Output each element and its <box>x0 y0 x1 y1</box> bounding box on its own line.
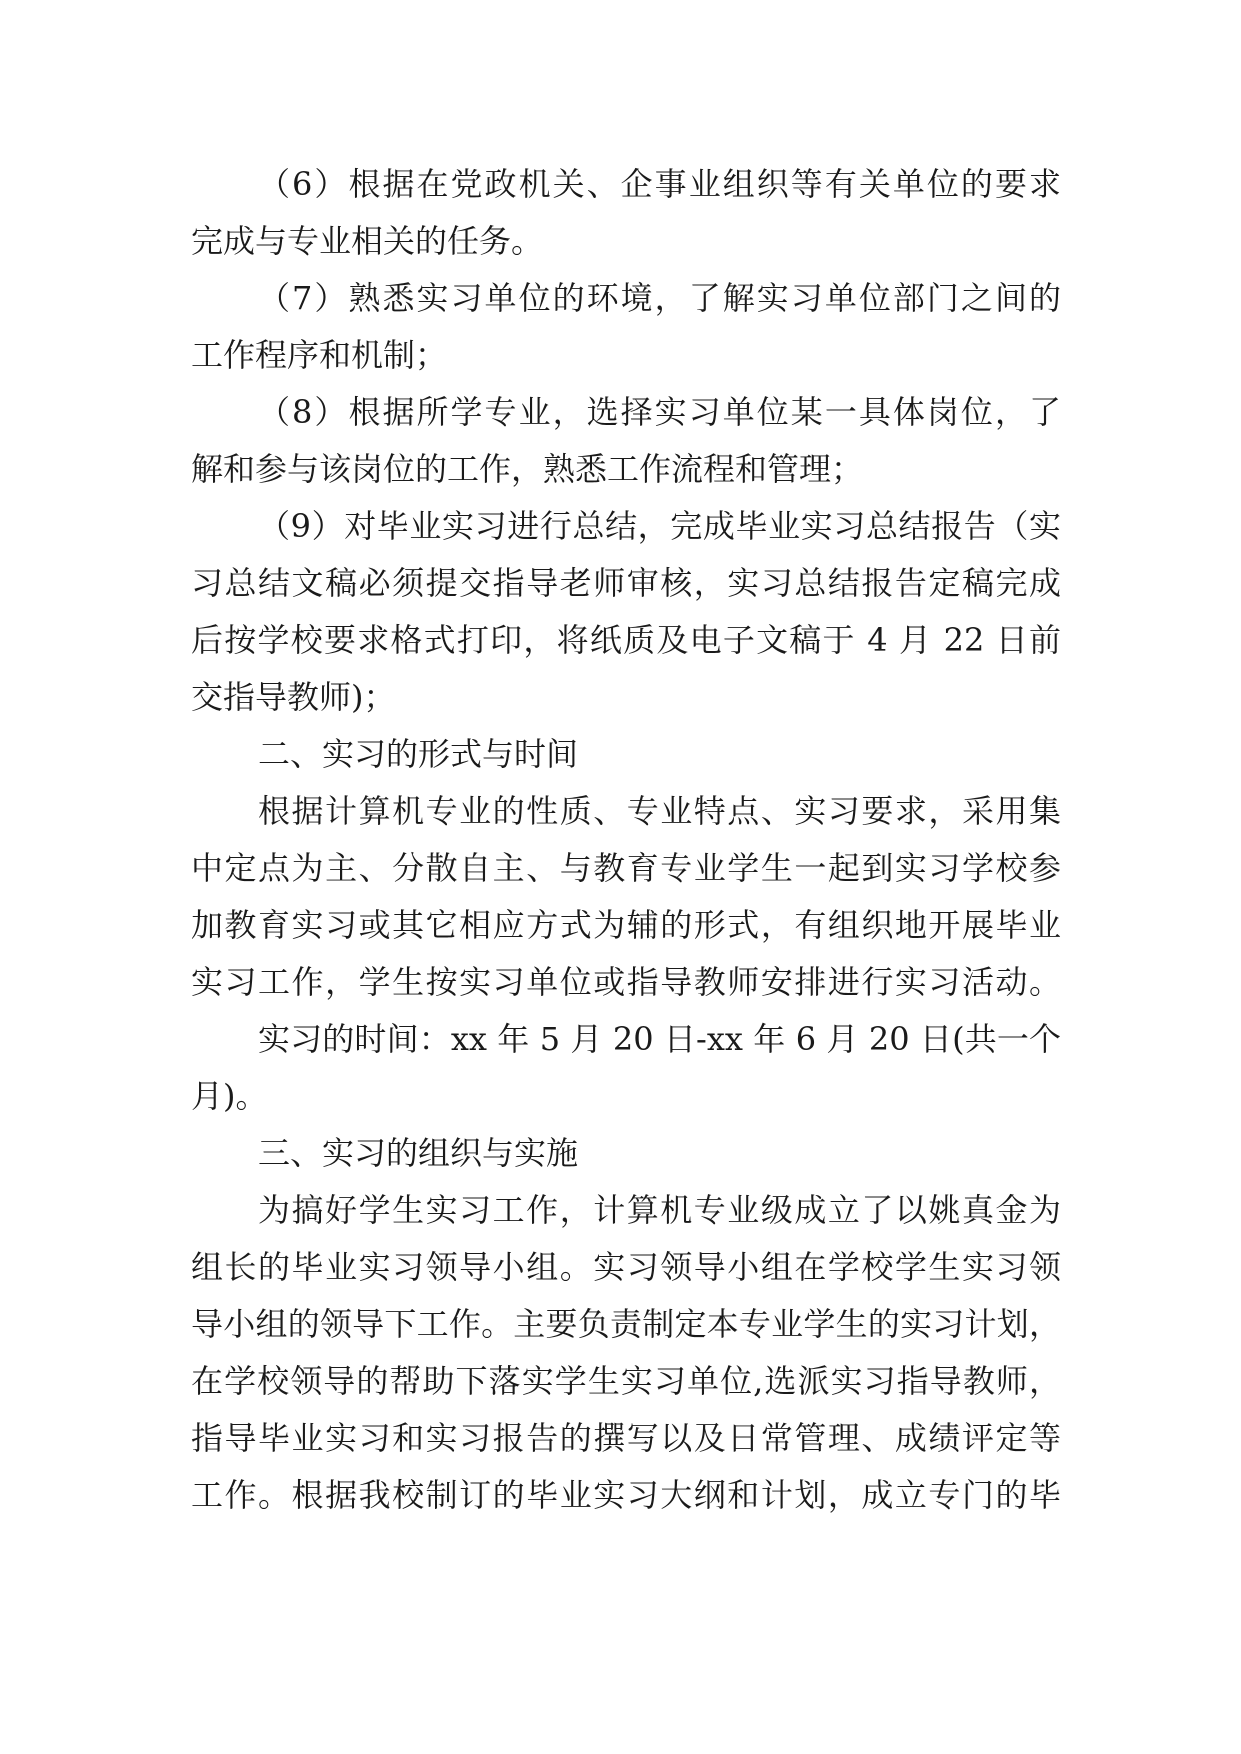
text-line: （9）对毕业实习进行总结，完成毕业实习总结报告（实 <box>258 507 1061 545</box>
text-line: 完成与专业相关的任务。 <box>191 222 544 260</box>
text-line: 实习工作，学生按实习单位或指导教师安排进行实习活动。 <box>191 963 1061 1001</box>
text-line: 交指导教师)； <box>191 678 396 716</box>
text-line: 加教育实习或其它相应方式为辅的形式，有组织地开展毕业 <box>191 906 1061 944</box>
text-line: 后按学校要求格式打印，将纸质及电子文稿于 4 月 22 日前 <box>191 621 1061 659</box>
text-line: 月)。 <box>191 1077 268 1115</box>
text-line: 组长的毕业实习领导小组。实习领导小组在学校学生实习领 <box>191 1248 1061 1286</box>
text-line: 习总结文稿必须提交指导老师审核，实习总结报告定稿完成 <box>191 564 1061 602</box>
text-line: 解和参与该岗位的工作，熟悉工作流程和管理； <box>191 450 864 488</box>
text-line: 根据计算机专业的性质、专业特点、实习要求，采用集 <box>258 792 1061 830</box>
text-line: （8）根据所学专业，选择实习单位某一具体岗位，了 <box>258 393 1061 431</box>
text-line: 导小组的领导下工作。主要负责制定本专业学生的实习计划， <box>191 1305 1061 1343</box>
text-line: 在学校领导的帮助下落实学生实习单位,选派实习指导教师， <box>191 1362 1061 1400</box>
text-line: （7）熟悉实习单位的环境，了解实习单位部门之间的 <box>258 279 1061 317</box>
text-line: 工作。根据我校制订的毕业实习大纲和计划，成立专门的毕 <box>191 1476 1061 1514</box>
text-line: 实习的时间：xx 年 5 月 20 日-xx 年 6 月 20 日(共一个 <box>258 1020 1061 1058</box>
text-line: 工作程序和机制； <box>191 336 448 374</box>
text-line: （6）根据在党政机关、企事业组织等有关单位的要求 <box>258 165 1061 203</box>
section-heading: 二、实习的形式与时间 <box>258 735 579 773</box>
text-line: 为搞好学生实习工作，计算机专业级成立了以姚真金为 <box>258 1191 1061 1229</box>
text-line: 指导毕业实习和实习报告的撰写以及日常管理、成绩评定等 <box>191 1419 1061 1457</box>
text-line: 中定点为主、分散自主、与教育专业学生一起到实习学校参 <box>191 849 1061 887</box>
section-heading: 三、实习的组织与实施 <box>258 1134 579 1172</box>
